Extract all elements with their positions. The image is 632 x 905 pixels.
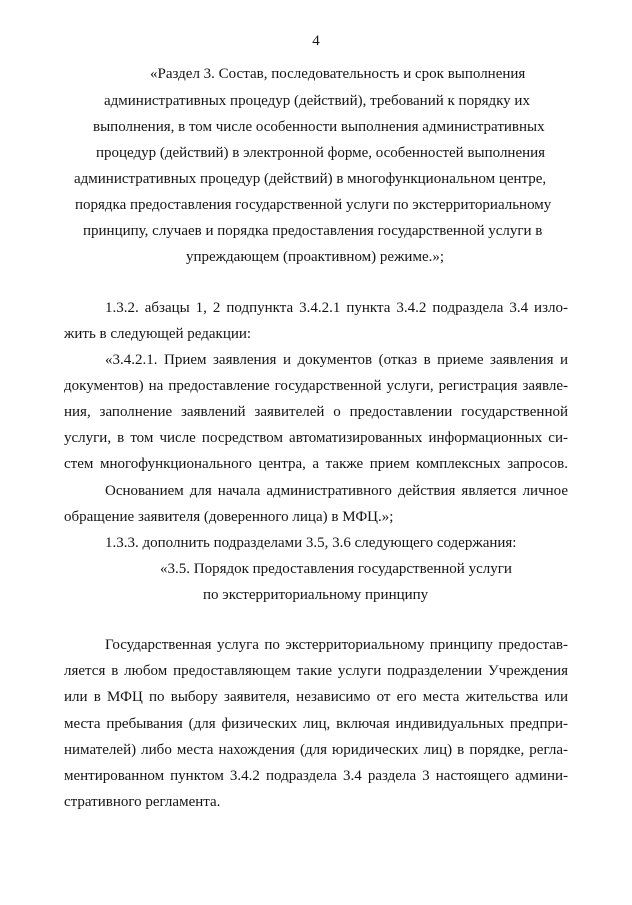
section-title-line: административных процедур (действий) в многофункциональном центре, [74,171,547,187]
body-line: ния, заполнение заявлений заявителей о предоставлении государственной [64,404,568,420]
section-title-line: упреждающем (проактивном) режиме.»; [186,249,445,265]
paragraph-line: стративного регламента. [64,794,221,810]
section-title-line: порядка предоставления государственной услуги по экстерриториальному [75,197,552,213]
body-line: Основанием для начала административного действия является личное [105,483,568,499]
paragraph-line: Государственная услуга по экстерриториальному принципу предостав- [105,637,568,653]
section-title-line: принципу, случаев и порядка предоставления государственной услуги в [83,223,543,239]
paragraph-line: нимателей) либо места нахождения (для юридических лиц) в порядке, регла- [64,742,568,758]
subsection-title-line: по экстерриториальному принципу [203,587,429,603]
body-line: «3.4.2.1. Прием заявления и документов (отказ в приеме заявления и [105,352,568,368]
section-title-line: выполнения, в том числе особенности выполнения административных [93,119,545,135]
section-title-line: «Раздел 3. Состав, последовательность и срок выполнения [150,66,526,82]
paragraph-line: ляется в любом предоставляющем такие услуги подразделении Учреждения [64,663,568,679]
section-title-line: административных процедур (действий), требований к порядку их [104,93,530,109]
section-title-line: процедур (действий) в электронной форме, особенностей выполнения [96,145,546,161]
body-line: стем многофункционального центра, а также прием комплексных запросов. [64,456,568,472]
body-line: услуги, в том числе посредством автоматизированных информационных си- [64,430,568,446]
body-line: обращение заявителя (доверенного лица) в МФЦ.»; [64,509,394,525]
body-line: документов) на предоставление государственной услуги, регистрация заявле- [64,378,568,394]
body-line: 1.3.3. дополнить подразделами 3.5, 3.6 следующего содержания: [105,535,517,551]
body-line: жить в следующей редакции: [64,326,252,342]
page-number: 4 [312,33,320,49]
subsection-title-line: «3.5. Порядок предоставления государственной услуги [160,561,512,577]
body-line: 1.3.2. абзацы 1, 2 подпункта 3.4.2.1 пункта 3.4.2 подраздела 3.4 изло- [105,300,568,316]
paragraph-line: места пребывания (для физических лиц, включая индивидуальных предпри- [64,716,568,732]
paragraph-line: ментированном пунктом 3.4.2 подраздела 3.4 раздела 3 настоящего админи- [64,768,568,784]
paragraph-line: или в МФЦ по выбору заявителя, независимо от его места жительства или [64,689,568,705]
